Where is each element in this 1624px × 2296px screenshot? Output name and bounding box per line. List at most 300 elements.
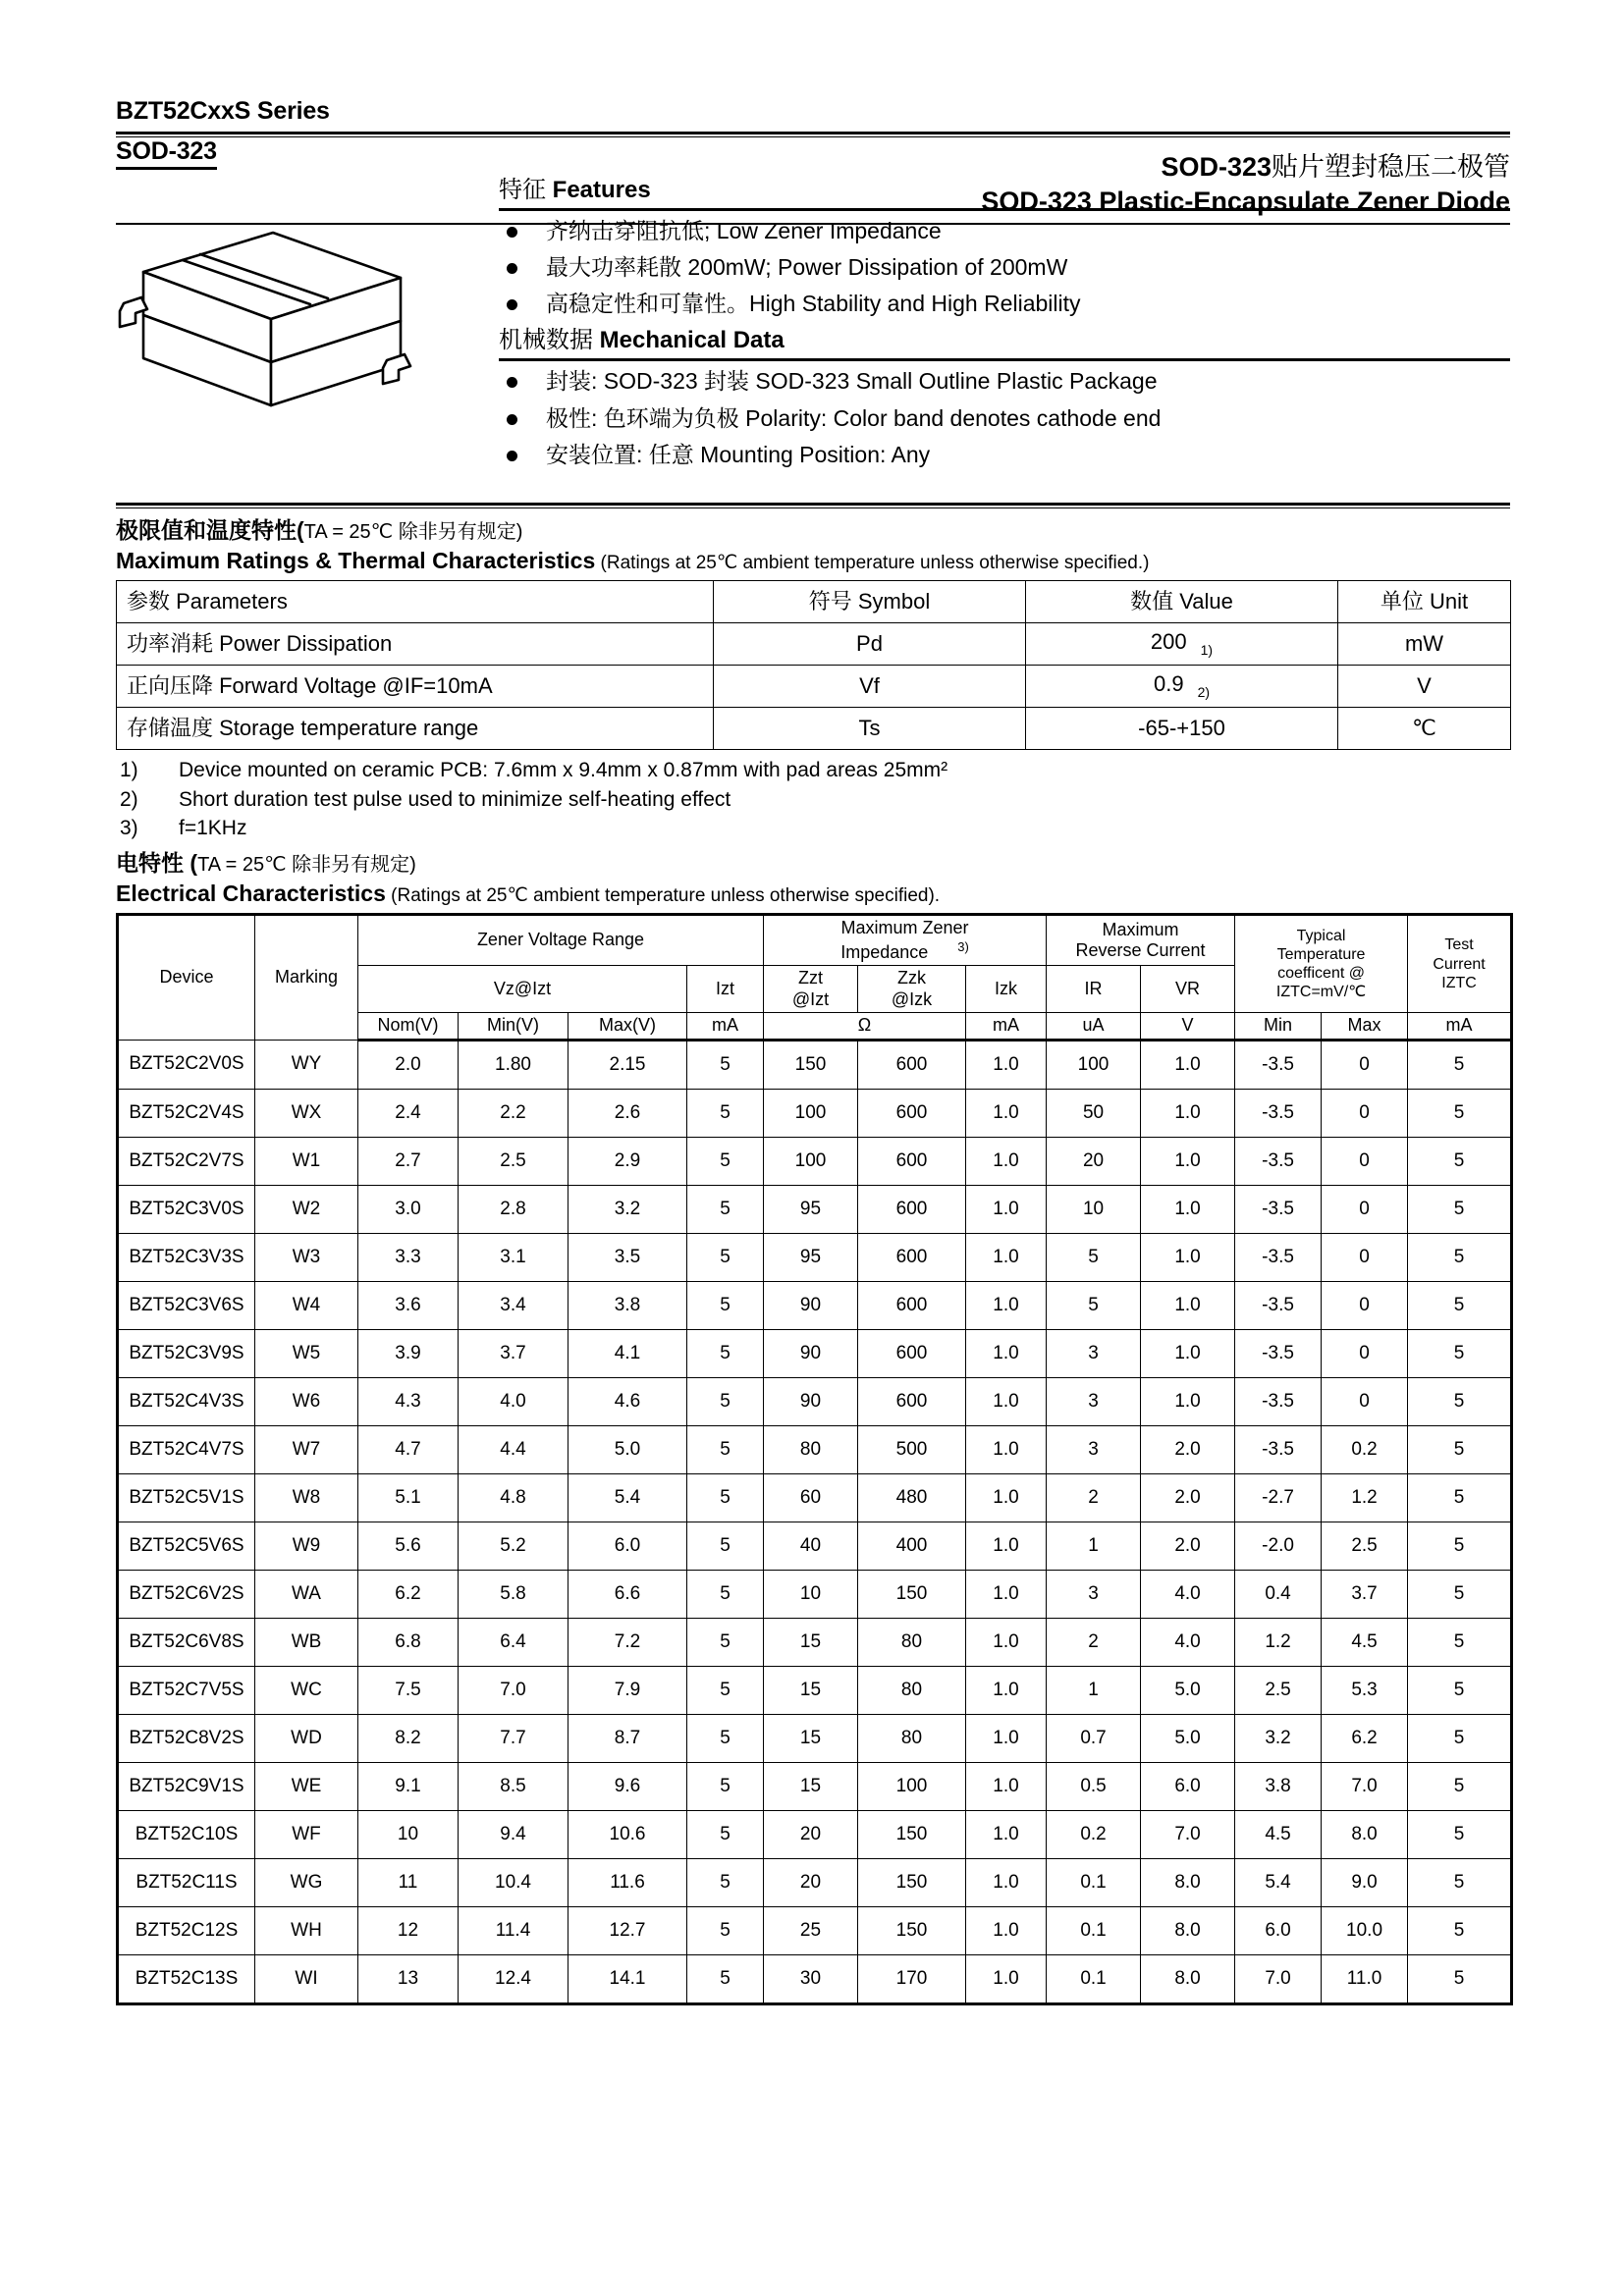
tc-line1: Typical — [1296, 927, 1346, 944]
package-name-text: SOD-323 — [116, 137, 217, 165]
table-row — [118, 1618, 1512, 1666]
cell-ir: 3 — [1047, 1377, 1141, 1425]
cell-zzk: 150 — [858, 1810, 966, 1858]
cell-vr: 6.0 — [1141, 1762, 1235, 1810]
unit-tc-min: Min — [1235, 1013, 1322, 1041]
cell-zzk: 480 — [858, 1473, 966, 1522]
cell-zzk: 80 — [858, 1714, 966, 1762]
cell-device: BZT52C10S — [118, 1810, 255, 1858]
footnote-item — [116, 756, 1510, 785]
table-row — [117, 622, 1511, 665]
cell-zzk: 170 — [858, 1954, 966, 2003]
cell-zzk: 80 — [858, 1666, 966, 1714]
cell-izk: 1.0 — [966, 1233, 1047, 1281]
cell-ir: 0.1 — [1047, 1954, 1141, 2003]
cell-iztc: 5 — [1408, 1329, 1512, 1377]
cell-tc-max: 0 — [1322, 1233, 1408, 1281]
cell-nom: 5.1 — [358, 1473, 459, 1522]
zzt-line2: @Izt — [791, 988, 830, 1009]
cell-zzt: 15 — [764, 1618, 858, 1666]
cell-max: 2.9 — [568, 1137, 687, 1185]
features-heading-cn: 特征 — [499, 176, 546, 203]
table-row — [118, 1954, 1512, 2003]
cell-max: 10.6 — [568, 1810, 687, 1858]
cell-device: BZT52C3V0S — [118, 1185, 255, 1233]
cell-min: 1.80 — [459, 1040, 568, 1089]
cell-iztc: 5 — [1408, 1473, 1512, 1522]
table-row — [118, 1329, 1512, 1377]
unit-vr: V — [1141, 1013, 1235, 1041]
cell-min: 3.7 — [459, 1329, 568, 1377]
cell-zzt: 95 — [764, 1185, 858, 1233]
mrc-line1: Maximum — [1102, 919, 1179, 939]
footnotes-list — [116, 756, 1510, 843]
col-typical-temperature-coefficient — [1235, 915, 1408, 1013]
table-row — [117, 665, 1511, 707]
cell-izk: 1.0 — [966, 1473, 1047, 1522]
cell-ir: 10 — [1047, 1185, 1141, 1233]
features-rule — [499, 208, 1510, 211]
cell-iztc: 5 — [1408, 1281, 1512, 1329]
cell-max: 12.7 — [568, 1906, 687, 1954]
cell-izt: 5 — [687, 1281, 764, 1329]
cell-marking: WF — [255, 1810, 358, 1858]
cell-izt: 5 — [687, 1425, 764, 1473]
cell-izk: 1.0 — [966, 1570, 1047, 1618]
footnote-ref: 2) — [1197, 683, 1211, 700]
cell-tc-max: 0 — [1322, 1329, 1408, 1377]
cell-min: 3.4 — [459, 1281, 568, 1329]
cell-min: 7.7 — [459, 1714, 568, 1762]
electrical-heading-cn — [116, 849, 1510, 879]
testcur-line1: Test — [1444, 936, 1474, 954]
cell-iztc: 5 — [1408, 1858, 1512, 1906]
cell-izk: 1.0 — [966, 1137, 1047, 1185]
cell-tc-min: -3.5 — [1235, 1040, 1322, 1089]
cell-ir: 0.7 — [1047, 1714, 1141, 1762]
cell-zzk: 600 — [858, 1281, 966, 1329]
cell-symbol: Ts — [714, 707, 1026, 749]
cell-izt: 5 — [687, 1954, 764, 2003]
list-item — [499, 363, 1510, 400]
footnote-number: 2) — [120, 787, 138, 811]
cell-tc-min: -3.5 — [1235, 1377, 1322, 1425]
cell-nom: 4.7 — [358, 1425, 459, 1473]
cell-ir: 3 — [1047, 1570, 1141, 1618]
cell-max: 6.6 — [568, 1570, 687, 1618]
cell-max: 5.0 — [568, 1425, 687, 1473]
feature-text: 高稳定性和可靠性。High Stability and High Reliability — [546, 291, 1081, 316]
cell-marking: W1 — [255, 1137, 358, 1185]
cell-izt: 5 — [687, 1906, 764, 1954]
cell-min: 8.5 — [459, 1762, 568, 1810]
cell-tc-max: 7.0 — [1322, 1762, 1408, 1810]
max-ratings-cn-tail: TA = 25℃ 除非另有规定) — [303, 521, 523, 543]
bullet-icon — [507, 377, 517, 388]
package-name-label — [116, 138, 217, 170]
cell-zzk: 150 — [858, 1570, 966, 1618]
electrical-characteristics-table — [116, 913, 1513, 2005]
header-divider — [116, 132, 1510, 137]
unit-max: Max(V) — [568, 1013, 687, 1041]
cell-device: BZT52C12S — [118, 1906, 255, 1954]
cell-max: 5.4 — [568, 1473, 687, 1522]
cell-izt: 5 — [687, 1473, 764, 1522]
cell-nom: 3.3 — [358, 1233, 459, 1281]
cell-zzk: 150 — [858, 1906, 966, 1954]
cell-ir: 2 — [1047, 1618, 1141, 1666]
table-row — [118, 1666, 1512, 1714]
cell-zzt: 15 — [764, 1666, 858, 1714]
cell-zzt: 10 — [764, 1570, 858, 1618]
cell-symbol: Vf — [714, 665, 1026, 707]
cell-min: 4.0 — [459, 1377, 568, 1425]
cell-tc-min: -3.5 — [1235, 1281, 1322, 1329]
footnote-number: 1) — [120, 758, 138, 781]
cell-zzt: 100 — [764, 1089, 858, 1137]
cell-ir: 50 — [1047, 1089, 1141, 1137]
cell-tc-min: -2.0 — [1235, 1522, 1322, 1570]
cell-izt: 5 — [687, 1714, 764, 1762]
cell-tc-min: 5.4 — [1235, 1858, 1322, 1906]
col-marking: Marking — [255, 915, 358, 1041]
title-chinese-part-code: SOD-323 — [1161, 151, 1272, 182]
max-ratings-heading-cn — [116, 516, 1510, 546]
cell-ir: 0.1 — [1047, 1858, 1141, 1906]
cell-device: BZT52C5V1S — [118, 1473, 255, 1522]
cell-ir: 5 — [1047, 1281, 1141, 1329]
unit-iztc: mA — [1408, 1013, 1512, 1041]
cell-marking: WE — [255, 1762, 358, 1810]
table-row — [118, 1762, 1512, 1810]
cell-nom: 2.7 — [358, 1137, 459, 1185]
table-row — [118, 1570, 1512, 1618]
unit-min: Min(V) — [459, 1013, 568, 1041]
cell-nom: 6.2 — [358, 1570, 459, 1618]
cell-tc-max: 0 — [1322, 1281, 1408, 1329]
cell-izk: 1.0 — [966, 1666, 1047, 1714]
cell-vr: 1.0 — [1141, 1329, 1235, 1377]
cell-tc-max: 1.2 — [1322, 1473, 1408, 1522]
col-zzk — [858, 966, 966, 1013]
col-parameters: 参数 Parameters — [117, 580, 714, 622]
col-ir: IR — [1047, 966, 1141, 1013]
cell-marking: WG — [255, 1858, 358, 1906]
cell-iztc: 5 — [1408, 1618, 1512, 1666]
footnote-item — [116, 785, 1510, 815]
footnote-number: 3) — [120, 817, 138, 840]
cell-iztc: 5 — [1408, 1954, 1512, 2003]
table-row — [117, 707, 1511, 749]
cell-zzt: 95 — [764, 1233, 858, 1281]
cell-iztc: 5 — [1408, 1714, 1512, 1762]
cell-ir: 0.5 — [1047, 1762, 1141, 1810]
max-ratings-table — [116, 580, 1511, 750]
cell-nom: 13 — [358, 1954, 459, 2003]
zzk-line2: @Izk — [891, 988, 933, 1009]
mechanical-text: 封装: SOD-323 封装 SOD-323 Small Outline Plastic Package — [546, 368, 1158, 395]
feature-text: 最大功率耗散 200mW; Power Dissipation of 200mW — [546, 253, 1068, 280]
title-english: SOD-323 Plastic-Encapsulate Zener Diode — [981, 187, 1510, 217]
cell-min: 2.5 — [459, 1137, 568, 1185]
cell-min: 7.0 — [459, 1666, 568, 1714]
cell-nom: 12 — [358, 1906, 459, 1954]
testcur-line3: IZTC — [1441, 974, 1477, 991]
cell-zzt: 20 — [764, 1858, 858, 1906]
cell-device: BZT52C2V0S — [118, 1040, 255, 1089]
cell-tc-max: 0 — [1322, 1089, 1408, 1137]
col-symbol: 符号 Symbol — [714, 580, 1026, 622]
table-row — [118, 1473, 1512, 1522]
cell-zzt: 40 — [764, 1522, 858, 1570]
cell-marking: W4 — [255, 1281, 358, 1329]
cell-izk: 1.0 — [966, 1810, 1047, 1858]
cell-max: 6.0 — [568, 1522, 687, 1570]
table-row — [118, 1137, 1512, 1185]
cell-izt: 5 — [687, 1233, 764, 1281]
cell-tc-max: 0.2 — [1322, 1425, 1408, 1473]
col-max-zener-impedance — [764, 915, 1047, 966]
series-title: BZT52CxxS Series — [116, 97, 330, 125]
table-header-row — [117, 580, 1511, 622]
cell-zzk: 500 — [858, 1425, 966, 1473]
cell-tc-max: 9.0 — [1322, 1858, 1408, 1906]
cell-unit: mW — [1338, 622, 1511, 665]
cell-iztc: 5 — [1408, 1522, 1512, 1570]
unit-ir: uA — [1047, 1013, 1141, 1041]
cell-min: 12.4 — [459, 1954, 568, 2003]
cell-vr: 1.0 — [1141, 1040, 1235, 1089]
cell-zzk: 150 — [858, 1858, 966, 1906]
cell-max: 14.1 — [568, 1954, 687, 2003]
cell-device: BZT52C4V7S — [118, 1425, 255, 1473]
footnote-text: Device mounted on ceramic PCB: 7.6mm x 9.4mm x 0.87mm with pad areas 25mm² — [179, 758, 948, 781]
cell-zzk: 600 — [858, 1377, 966, 1425]
tc-line4: IZTC=mV/℃ — [1275, 984, 1367, 1001]
table-row — [118, 1185, 1512, 1233]
cell-marking: W2 — [255, 1185, 358, 1233]
cell-izk: 1.0 — [966, 1618, 1047, 1666]
cell-max: 2.6 — [568, 1089, 687, 1137]
cell-izt: 5 — [687, 1089, 764, 1137]
cell-device: BZT52C8V2S — [118, 1714, 255, 1762]
tc-line3: coefficent @ — [1277, 965, 1365, 983]
cell-vr: 1.0 — [1141, 1089, 1235, 1137]
cell-zzk: 600 — [858, 1233, 966, 1281]
table-row — [118, 1810, 1512, 1858]
cell-zzt: 80 — [764, 1425, 858, 1473]
cell-iztc: 5 — [1408, 1040, 1512, 1089]
cell-izt: 5 — [687, 1185, 764, 1233]
footnote-ref: 1) — [1200, 641, 1214, 658]
cell-izk: 1.0 — [966, 1522, 1047, 1570]
cell-nom: 3.9 — [358, 1329, 459, 1377]
unit-nom: Nom(V) — [358, 1013, 459, 1041]
cell-ir: 3 — [1047, 1329, 1141, 1377]
table-row — [118, 1425, 1512, 1473]
cell-tc-min: 3.8 — [1235, 1762, 1322, 1810]
cell-max: 7.2 — [568, 1618, 687, 1666]
cell-marking: W8 — [255, 1473, 358, 1522]
cell-unit: V — [1338, 665, 1511, 707]
cell-tc-min: 2.5 — [1235, 1666, 1322, 1714]
cell-max: 9.6 — [568, 1762, 687, 1810]
cell-min: 4.4 — [459, 1425, 568, 1473]
unit-ohm: Ω — [764, 1013, 966, 1041]
features-heading-en: Features — [552, 176, 651, 203]
bullet-icon — [507, 451, 517, 461]
col-izk: Izk — [966, 966, 1047, 1013]
cell-tc-max: 0 — [1322, 1185, 1408, 1233]
cell-tc-max: 6.2 — [1322, 1714, 1408, 1762]
cell-izk: 1.0 — [966, 1329, 1047, 1377]
cell-zzt: 15 — [764, 1714, 858, 1762]
cell-marking: WB — [255, 1618, 358, 1666]
footnote-item — [116, 814, 1510, 843]
cell-min: 3.1 — [459, 1233, 568, 1281]
cell-ir: 0.1 — [1047, 1906, 1141, 1954]
mrc-line2: Reverse Current — [1075, 940, 1206, 961]
max-ratings-en-sub: (Ratings at 25℃ ambient temperature unless otherwise specified.) — [595, 552, 1150, 573]
mechanical-text: 安装位置: 任意 Mounting Position: Any — [546, 441, 931, 467]
cell-tc-min: 0.4 — [1235, 1570, 1322, 1618]
cell-izt: 5 — [687, 1762, 764, 1810]
cell-izk: 1.0 — [966, 1281, 1047, 1329]
cell-device: BZT52C3V6S — [118, 1281, 255, 1329]
zzt-line1: Zzt — [798, 968, 823, 988]
mechanical-rule — [499, 358, 1510, 361]
cell-iztc: 5 — [1408, 1906, 1512, 1954]
cell-izt: 5 — [687, 1040, 764, 1089]
col-zzt — [764, 966, 858, 1013]
cell-max: 7.9 — [568, 1666, 687, 1714]
col-zener-voltage-range: Zener Voltage Range — [358, 915, 764, 966]
cell-min: 4.8 — [459, 1473, 568, 1522]
cell-izt: 5 — [687, 1618, 764, 1666]
bullet-icon — [507, 414, 517, 425]
cell-nom: 2.4 — [358, 1089, 459, 1137]
cell-max: 3.2 — [568, 1185, 687, 1233]
table-row — [118, 1089, 1512, 1137]
cell-izk: 1.0 — [966, 1906, 1047, 1954]
cell-marking: WI — [255, 1954, 358, 2003]
cell-marking: W5 — [255, 1329, 358, 1377]
cell-nom: 2.0 — [358, 1040, 459, 1089]
cell-vr: 1.0 — [1141, 1185, 1235, 1233]
cell-tc-max: 5.3 — [1322, 1666, 1408, 1714]
cell-izt: 5 — [687, 1570, 764, 1618]
cell-nom: 8.2 — [358, 1714, 459, 1762]
cell-ir: 20 — [1047, 1137, 1141, 1185]
cell-tc-min: 3.2 — [1235, 1714, 1322, 1762]
cell-ir: 0.2 — [1047, 1810, 1141, 1858]
table-row — [118, 1040, 1512, 1089]
cell-device: BZT52C6V8S — [118, 1618, 255, 1666]
cell-zzk: 100 — [858, 1762, 966, 1810]
cell-izt: 5 — [687, 1137, 764, 1185]
col-vr: VR — [1141, 966, 1235, 1013]
cell-izt: 5 — [687, 1329, 764, 1377]
cell-zzt: 100 — [764, 1137, 858, 1185]
cell-marking: W3 — [255, 1233, 358, 1281]
cell-vr: 4.0 — [1141, 1570, 1235, 1618]
cell-marking: W6 — [255, 1377, 358, 1425]
cell-zzt: 15 — [764, 1762, 858, 1810]
cell-zzt: 90 — [764, 1377, 858, 1425]
cell-zzt: 20 — [764, 1810, 858, 1858]
cell-ir: 5 — [1047, 1233, 1141, 1281]
unit-tc-max: Max — [1322, 1013, 1408, 1041]
cell-device: BZT52C9V1S — [118, 1762, 255, 1810]
cell-ir: 100 — [1047, 1040, 1141, 1089]
cell-tc-min: -3.5 — [1235, 1185, 1322, 1233]
table-header-row-1 — [118, 915, 1512, 966]
table-row — [118, 1858, 1512, 1906]
cell-iztc: 5 — [1408, 1425, 1512, 1473]
cell-ir: 1 — [1047, 1522, 1141, 1570]
cell-min: 2.8 — [459, 1185, 568, 1233]
cell-nom: 7.5 — [358, 1666, 459, 1714]
cell-device: BZT52C2V4S — [118, 1089, 255, 1137]
cell-iztc: 5 — [1408, 1185, 1512, 1233]
cell-min: 9.4 — [459, 1810, 568, 1858]
cell-marking: W9 — [255, 1522, 358, 1570]
cell-vr: 1.0 — [1141, 1233, 1235, 1281]
cell-marking: W7 — [255, 1425, 358, 1473]
cell-vr: 2.0 — [1141, 1473, 1235, 1522]
cell-izt: 5 — [687, 1666, 764, 1714]
cell-max: 4.1 — [568, 1329, 687, 1377]
electrical-table-body — [118, 1040, 1512, 2003]
cell-izt: 5 — [687, 1810, 764, 1858]
unit-izt: mA — [687, 1013, 764, 1041]
cell-max: 3.8 — [568, 1281, 687, 1329]
cell-tc-max: 10.0 — [1322, 1906, 1408, 1954]
cell-izk: 1.0 — [966, 1185, 1047, 1233]
bullet-icon — [507, 299, 517, 310]
cell-izt: 5 — [687, 1858, 764, 1906]
features-list — [499, 213, 1510, 323]
cell-tc-max: 4.5 — [1322, 1618, 1408, 1666]
mechanical-heading-en: Mechanical Data — [599, 327, 785, 354]
ratings-section-divider — [116, 503, 1510, 508]
mechanical-list — [499, 363, 1510, 473]
max-ratings-heading-en — [116, 547, 1510, 576]
cell-device: BZT52C7V5S — [118, 1666, 255, 1714]
cell-tc-max: 11.0 — [1322, 1954, 1408, 2003]
cell-marking: WD — [255, 1714, 358, 1762]
unit-izk: mA — [966, 1013, 1047, 1041]
cell-tc-min: 7.0 — [1235, 1954, 1322, 2003]
cell-vr: 2.0 — [1141, 1425, 1235, 1473]
table-row — [118, 1377, 1512, 1425]
list-item — [499, 400, 1510, 437]
cell-device: BZT52C2V7S — [118, 1137, 255, 1185]
cell-min: 6.4 — [459, 1618, 568, 1666]
cell-zzt: 30 — [764, 1954, 858, 2003]
col-test-current — [1408, 915, 1512, 1013]
cell-ir: 1 — [1047, 1666, 1141, 1714]
cell-device: BZT52C3V3S — [118, 1233, 255, 1281]
electrical-heading-en — [116, 880, 1510, 909]
cell-vr: 8.0 — [1141, 1906, 1235, 1954]
cell-marking: WX — [255, 1089, 358, 1137]
cell-vr: 1.0 — [1141, 1377, 1235, 1425]
cell-min: 5.2 — [459, 1522, 568, 1570]
col-device: Device — [118, 915, 255, 1041]
cell-nom: 11 — [358, 1858, 459, 1906]
cell-tc-min: 1.2 — [1235, 1618, 1322, 1666]
